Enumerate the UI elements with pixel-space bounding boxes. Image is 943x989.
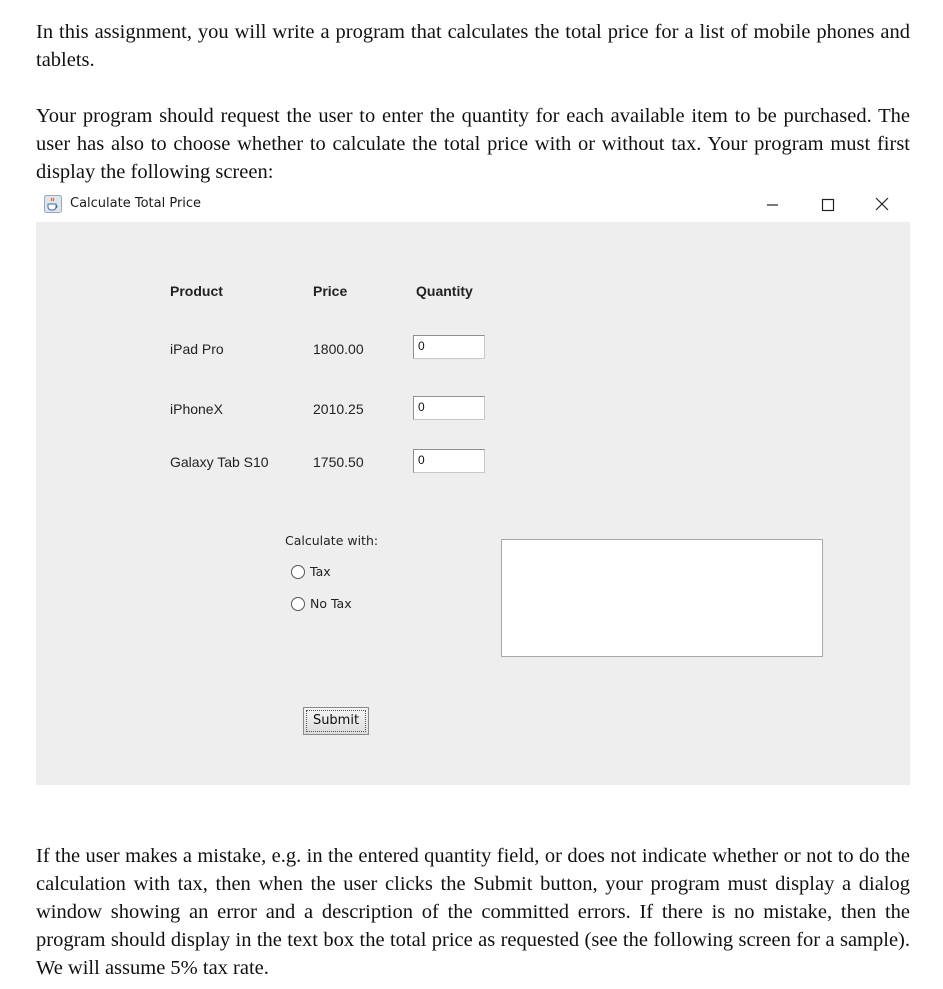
product-name: iPhoneX xyxy=(170,401,223,417)
quantity-input-galaxy-tab[interactable]: 0 xyxy=(413,449,485,473)
product-name: iPad Pro xyxy=(170,341,224,357)
window-title: Calculate Total Price xyxy=(70,196,202,211)
calculate-with-label: Calculate with: xyxy=(285,533,379,548)
intro-paragraph: In this assignment, you will write a program that calculates the total price for a list of mobile phones and tablets. xyxy=(36,21,910,71)
quantity-input-ipad-pro[interactable]: 0 xyxy=(413,335,485,359)
window-content xyxy=(36,222,910,785)
tax-radio-label: Tax xyxy=(310,564,331,579)
product-price: 2010.25 xyxy=(313,401,364,417)
instructions-paragraph: Your program should request the user to enter the quantity for each available item to be purchased. The user has also to choose whether to calculate the total price with or without tax. Your program must first display the following screen: xyxy=(36,105,910,183)
no-tax-radio-label: No Tax xyxy=(310,596,352,611)
error-handling-paragraph: If the user makes a mistake, e.g. in the entered quantity field, or does not indicate whether or not to do the calculation with tax, then when the user clicks the Submit button, your program must display a dialog window showing an error and a description of the committed errors. If there is no mistake, then the program should display in the text box the total price as requested (see the following screen for a sample). We will assume 5% tax rate. xyxy=(36,845,910,979)
window-titlebar[interactable] xyxy=(36,188,910,222)
submit-button[interactable] xyxy=(303,707,369,735)
product-name: Galaxy Tab S10 xyxy=(170,454,269,470)
product-header: Product xyxy=(170,283,223,299)
radio-button[interactable] xyxy=(291,565,305,579)
quantity-header: Quantity xyxy=(416,283,473,299)
result-text-box[interactable] xyxy=(501,539,823,657)
price-header: Price xyxy=(313,283,348,299)
close-icon[interactable] xyxy=(862,190,902,218)
product-price: 1750.50 xyxy=(313,454,364,470)
minimize-icon[interactable] xyxy=(752,190,792,218)
product-price: 1800.00 xyxy=(313,341,364,357)
maximize-icon[interactable] xyxy=(808,190,848,218)
quantity-input-iphonex[interactable]: 0 xyxy=(413,396,485,420)
submit-button-label: Submit xyxy=(306,710,366,732)
java-cup-icon xyxy=(44,195,62,213)
radio-button[interactable] xyxy=(291,597,305,611)
